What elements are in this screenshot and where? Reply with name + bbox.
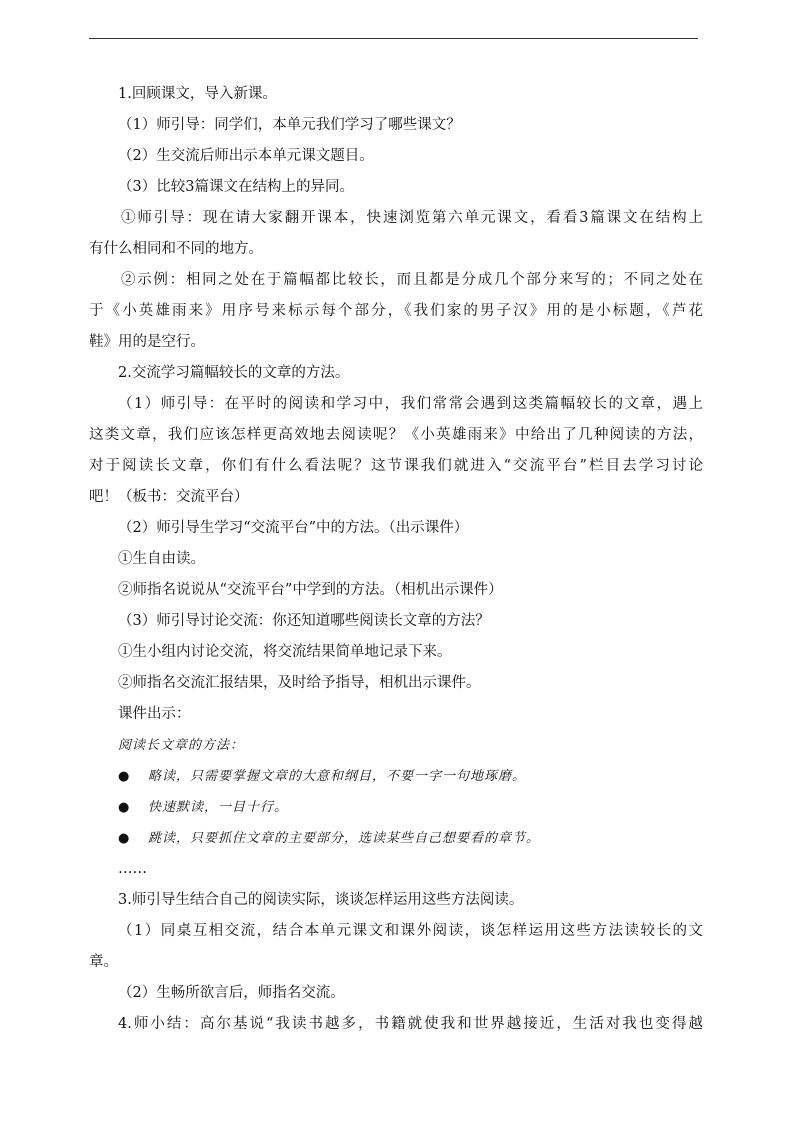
paragraph-continuation: 鞋》用的是空行。: [89, 334, 205, 350]
paragraph-continuation: 吧！（板书：交流平台）: [89, 489, 249, 505]
paragraph-continuation: 这类文章，我们应该怎样更高效地去阅读呢？《小英雄雨来》中给出了几种阅读的方法，: [89, 427, 703, 443]
bullet-icon: ●: [118, 831, 131, 846]
paragraph: ①生小组内讨论交流，将交流结果简单地记录下来。: [118, 644, 452, 660]
courseware-heading: 阅读长文章的方法：: [118, 738, 245, 753]
paragraph-continuation: 于《小英雄雨来》用序号来标示每个部分，《我们家的男子汉》用的是小标题，《芦花: [89, 303, 703, 319]
paragraph: （2）师引导生学习“交流平台”中的方法。（出示课件）: [118, 520, 469, 536]
section-heading-3: 3.师引导生结合自己的阅读实际，谈谈怎样运用这些方法阅读。: [118, 892, 524, 908]
paragraph-continuation: 章。: [89, 954, 118, 970]
paragraph: ②师指名交流汇报结果，及时给予指导，相机出示课件。: [118, 675, 481, 691]
paragraph: （2）生交流后师出示本单元课文题目。: [118, 148, 374, 164]
bullet-text: 快速默读，一目十行。: [148, 800, 289, 815]
bullet-text: 略读，只需要掌握文章的大意和纲目，不要一字一句地琢磨。: [148, 769, 527, 784]
paragraph: （3）比较3篇课文在结构上的异同。: [118, 179, 354, 195]
paragraph: （2）生畅所欲言后，师指名交流。: [118, 985, 345, 1001]
courseware-bullet-item: [89, 823, 703, 854]
document-body: [89, 79, 703, 1040]
ellipsis: ……: [118, 861, 147, 877]
paragraph: ①生自由读。: [118, 551, 205, 567]
section-heading-2: 2.交流学习篇幅较长的文章的方法。: [118, 365, 350, 381]
paragraph: ①师引导：现在请大家翻开课本，快速浏览第六单元课文，看看3篇课文在结构上: [121, 210, 703, 226]
section-heading-1: 1.回顾课文，导入新课。: [118, 86, 277, 102]
courseware-label: 课件出示：: [118, 706, 191, 722]
paragraph: ②师指名说说从“交流平台”中学到的方法。（相机出示课件）: [118, 582, 503, 598]
paragraph: （1）师引导：在平时的阅读和学习中，我们常常会遇到这类篇幅较长的文章，遇上: [118, 396, 703, 412]
bullet-icon: ●: [118, 800, 131, 815]
bullet-text: 跳读，只要抓住文章的主要部分，选读某些自己想要看的章节。: [148, 831, 541, 846]
paragraph: （1）师引导：同学们，本单元我们学习了哪些课文？: [118, 117, 461, 133]
courseware-bullet-item: [89, 761, 703, 792]
paragraph-continuation: 有什么相同和不同的地方。: [89, 241, 263, 257]
paragraph: ②示例：相同之处在于篇幅都比较长，而且都是分成几个部分来写的；不同之处在: [121, 272, 703, 288]
paragraph: （1）同桌互相交流，结合本单元课文和课外阅读，谈怎样运用这些方法读较长的文: [118, 923, 703, 939]
paragraph-continuation: 对于阅读长文章，你们有什么看法呢？这节课我们就进入“交流平台”栏目去学习讨论: [89, 458, 703, 474]
bullet-icon: ●: [118, 769, 131, 784]
header-rule: [89, 38, 698, 39]
paragraph: （3）师引导讨论交流：你还知道哪些阅读长文章的方法？: [118, 613, 490, 629]
courseware-bullet-item: [89, 792, 703, 823]
section-heading-4: 4.师小结：高尔基说“我读书越多，书籍就使我和世界越接近，生活对我也变得越: [118, 1016, 703, 1032]
